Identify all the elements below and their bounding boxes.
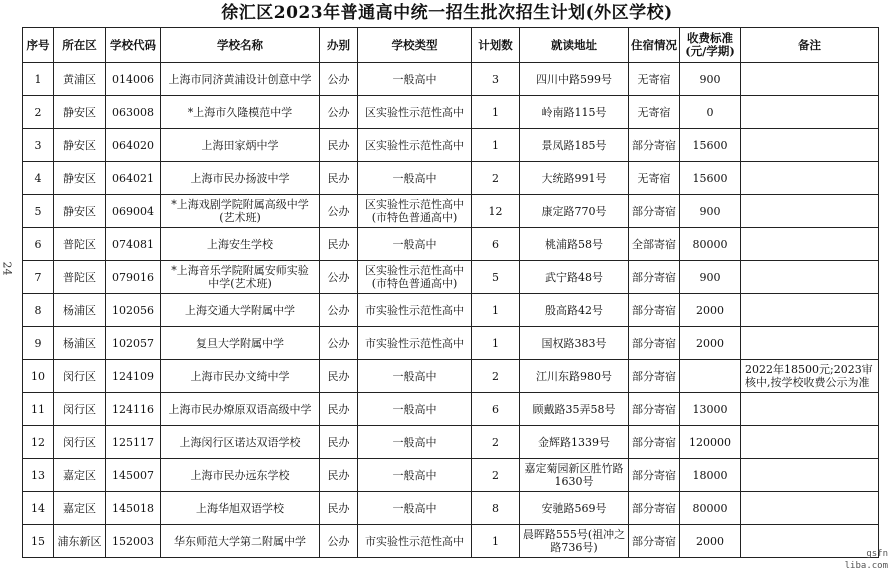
cell-address: 景凤路185号 (520, 129, 629, 162)
cell-address: 岭南路115号 (520, 96, 629, 129)
cell-boarding: 无寄宿 (629, 63, 680, 96)
cell-school-code: 064021 (106, 162, 161, 195)
cell-district: 静安区 (54, 129, 106, 162)
header-school-name: 学校名称 (161, 28, 320, 63)
cell-school-type: 市实验性示范性高中 (358, 327, 472, 360)
table-row (23, 459, 879, 492)
cell-school-type: 一般高中 (358, 162, 472, 195)
cell-remarks (741, 162, 879, 195)
header-ownership: 办别 (320, 28, 358, 63)
cell-boarding: 部分寄宿 (629, 327, 680, 360)
cell-address: 武宁路48号 (520, 261, 629, 294)
cell-address: 国权路383号 (520, 327, 629, 360)
cell-address: 大统路991号 (520, 162, 629, 195)
cell-boarding: 部分寄宿 (629, 294, 680, 327)
table-row (23, 492, 879, 525)
table-row (23, 162, 879, 195)
cell-seq: 14 (23, 492, 54, 525)
cell-school-type: 区实验性示范性高中 (市特色普通高中) (358, 195, 472, 228)
header-plan-count: 计划数 (472, 28, 520, 63)
cell-school-type: 一般高中 (358, 228, 472, 261)
cell-seq: 6 (23, 228, 54, 261)
page-title: 徐汇区2023年普通高中统一招生批次招生计划(外区学校) (221, 3, 673, 23)
cell-school-name: 上海田家炳中学 (161, 129, 320, 162)
header-boarding: 住宿情况 (629, 28, 680, 63)
header-school-type: 学校类型 (358, 28, 472, 63)
cell-fee: 15600 (680, 129, 741, 162)
cell-school-code: 064020 (106, 129, 161, 162)
cell-remarks (741, 492, 879, 525)
cell-address: 殷高路42号 (520, 294, 629, 327)
cell-school-type: 一般高中 (358, 426, 472, 459)
cell-address: 顾戴路35弄58号 (520, 393, 629, 426)
header-address: 就读地址 (520, 28, 629, 63)
table-header-row (23, 28, 879, 63)
table-row (23, 195, 879, 228)
header-fee: 收费标准 (元/学期) (680, 28, 741, 63)
cell-boarding: 部分寄宿 (629, 129, 680, 162)
cell-seq: 7 (23, 261, 54, 294)
cell-ownership: 公办 (320, 294, 358, 327)
cell-school-name: 复旦大学附属中学 (161, 327, 320, 360)
cell-remarks (741, 294, 879, 327)
cell-boarding: 全部寄宿 (629, 228, 680, 261)
cell-plan-count: 1 (472, 525, 520, 558)
cell-address: 安驰路569号 (520, 492, 629, 525)
cell-remarks (741, 63, 879, 96)
cell-remarks (741, 228, 879, 261)
cell-school-code: 102056 (106, 294, 161, 327)
cell-plan-count: 1 (472, 96, 520, 129)
cell-boarding: 部分寄宿 (629, 492, 680, 525)
cell-address: 康定路770号 (520, 195, 629, 228)
cell-remarks (741, 129, 879, 162)
cell-plan-count: 1 (472, 129, 520, 162)
cell-school-type: 市实验性示范性高中 (358, 294, 472, 327)
cell-school-code: 125117 (106, 426, 161, 459)
cell-fee: 80000 (680, 228, 741, 261)
cell-plan-count: 2 (472, 360, 520, 393)
cell-school-name: 上海市民办燎原双语高级中学 (161, 393, 320, 426)
cell-fee (680, 360, 741, 393)
cell-fee: 120000 (680, 426, 741, 459)
cell-plan-count: 3 (472, 63, 520, 96)
table-row (23, 393, 879, 426)
cell-district: 杨浦区 (54, 294, 106, 327)
cell-fee: 900 (680, 261, 741, 294)
cell-district: 闵行区 (54, 393, 106, 426)
cell-seq: 8 (23, 294, 54, 327)
cell-seq: 11 (23, 393, 54, 426)
cell-district: 闵行区 (54, 426, 106, 459)
table-row (23, 96, 879, 129)
cell-seq: 13 (23, 459, 54, 492)
cell-ownership: 民办 (320, 162, 358, 195)
cell-remarks (741, 393, 879, 426)
cell-seq: 5 (23, 195, 54, 228)
table-row (23, 426, 879, 459)
cell-remarks (741, 327, 879, 360)
header-school-code: 学校代码 (106, 28, 161, 63)
cell-school-type: 一般高中 (358, 459, 472, 492)
watermark: gsfn liba.com (844, 549, 888, 571)
cell-school-name: 上海市同济黄浦设计创意中学 (161, 63, 320, 96)
cell-seq: 15 (23, 525, 54, 558)
cell-ownership: 公办 (320, 327, 358, 360)
cell-address: 江川东路980号 (520, 360, 629, 393)
cell-school-name: 上海华旭双语学校 (161, 492, 320, 525)
cell-school-name: 上海交通大学附属中学 (161, 294, 320, 327)
cell-school-name: 上海闵行区诺达双语学校 (161, 426, 320, 459)
cell-address: 晨晖路555号(祖冲之 路736号) (520, 525, 629, 558)
table-row (23, 294, 879, 327)
cell-district: 静安区 (54, 162, 106, 195)
cell-plan-count: 6 (472, 393, 520, 426)
cell-ownership: 公办 (320, 195, 358, 228)
cell-district: 嘉定区 (54, 459, 106, 492)
cell-seq: 1 (23, 63, 54, 96)
enrollment-plan-table (22, 27, 879, 558)
cell-boarding: 部分寄宿 (629, 360, 680, 393)
cell-ownership: 民办 (320, 492, 358, 525)
cell-plan-count: 8 (472, 492, 520, 525)
cell-address: 四川中路599号 (520, 63, 629, 96)
cell-address: 桃浦路58号 (520, 228, 629, 261)
page-number: 24 (0, 261, 14, 276)
cell-school-code: 145018 (106, 492, 161, 525)
cell-ownership: 民办 (320, 228, 358, 261)
cell-address: 嘉定菊园新区胜竹路 1630号 (520, 459, 629, 492)
cell-ownership: 民办 (320, 459, 358, 492)
cell-plan-count: 6 (472, 228, 520, 261)
cell-school-name: *上海戏剧学院附属高级中学 (艺术班) (161, 195, 320, 228)
cell-plan-count: 12 (472, 195, 520, 228)
cell-school-type: 区实验性示范性高中 (358, 129, 472, 162)
cell-ownership: 公办 (320, 261, 358, 294)
cell-school-name: 华东师范大学第二附属中学 (161, 525, 320, 558)
cell-seq: 10 (23, 360, 54, 393)
cell-plan-count: 2 (472, 162, 520, 195)
cell-remarks (741, 426, 879, 459)
cell-address: 金辉路1339号 (520, 426, 629, 459)
cell-school-code: 102057 (106, 327, 161, 360)
cell-fee: 900 (680, 195, 741, 228)
cell-ownership: 民办 (320, 360, 358, 393)
header-seq: 序号 (23, 28, 54, 63)
cell-district: 普陀区 (54, 228, 106, 261)
cell-school-type: 一般高中 (358, 393, 472, 426)
cell-district: 浦东新区 (54, 525, 106, 558)
cell-fee: 900 (680, 63, 741, 96)
cell-fee: 13000 (680, 393, 741, 426)
cell-school-name: 上海市民办文绮中学 (161, 360, 320, 393)
cell-fee: 2000 (680, 327, 741, 360)
cell-boarding: 部分寄宿 (629, 393, 680, 426)
cell-fee: 2000 (680, 294, 741, 327)
cell-school-code: 079016 (106, 261, 161, 294)
cell-district: 闵行区 (54, 360, 106, 393)
cell-ownership: 公办 (320, 63, 358, 96)
cell-boarding: 无寄宿 (629, 162, 680, 195)
header-remarks: 备注 (741, 28, 879, 63)
cell-boarding: 部分寄宿 (629, 525, 680, 558)
cell-fee: 80000 (680, 492, 741, 525)
cell-ownership: 公办 (320, 525, 358, 558)
cell-fee: 18000 (680, 459, 741, 492)
cell-remarks (741, 459, 879, 492)
cell-school-name: *上海音乐学院附属安师实验 中学(艺术班) (161, 261, 320, 294)
cell-ownership: 民办 (320, 129, 358, 162)
cell-school-code: 063008 (106, 96, 161, 129)
cell-school-type: 区实验性示范性高中 (市特色普通高中) (358, 261, 472, 294)
cell-seq: 4 (23, 162, 54, 195)
cell-school-type: 市实验性示范性高中 (358, 525, 472, 558)
cell-seq: 2 (23, 96, 54, 129)
cell-ownership: 民办 (320, 426, 358, 459)
cell-plan-count: 2 (472, 459, 520, 492)
table-row (23, 327, 879, 360)
cell-fee: 2000 (680, 525, 741, 558)
table-row (23, 63, 879, 96)
cell-school-name: 上海市民办扬波中学 (161, 162, 320, 195)
cell-school-code: 152003 (106, 525, 161, 558)
cell-ownership: 公办 (320, 96, 358, 129)
cell-plan-count: 1 (472, 327, 520, 360)
cell-boarding: 部分寄宿 (629, 195, 680, 228)
cell-district: 静安区 (54, 195, 106, 228)
cell-school-name: 上海市民办远东学校 (161, 459, 320, 492)
cell-district: 静安区 (54, 96, 106, 129)
table-row (23, 261, 879, 294)
cell-remarks (741, 261, 879, 294)
cell-seq: 3 (23, 129, 54, 162)
cell-school-type: 区实验性示范性高中 (358, 96, 472, 129)
table-row (23, 129, 879, 162)
cell-district: 杨浦区 (54, 327, 106, 360)
cell-boarding: 部分寄宿 (629, 459, 680, 492)
cell-school-name: 上海安生学校 (161, 228, 320, 261)
cell-boarding: 部分寄宿 (629, 261, 680, 294)
cell-school-code: 145007 (106, 459, 161, 492)
cell-boarding: 无寄宿 (629, 96, 680, 129)
table-row (23, 360, 879, 393)
cell-boarding: 部分寄宿 (629, 426, 680, 459)
cell-district: 普陀区 (54, 261, 106, 294)
cell-school-code: 014006 (106, 63, 161, 96)
cell-school-name: *上海市久隆模范中学 (161, 96, 320, 129)
cell-ownership: 民办 (320, 393, 358, 426)
cell-school-code: 124116 (106, 393, 161, 426)
cell-plan-count: 5 (472, 261, 520, 294)
cell-school-code: 069004 (106, 195, 161, 228)
table-row (23, 525, 879, 558)
cell-seq: 12 (23, 426, 54, 459)
cell-school-type: 一般高中 (358, 63, 472, 96)
cell-district: 嘉定区 (54, 492, 106, 525)
cell-fee: 15600 (680, 162, 741, 195)
cell-remarks (741, 195, 879, 228)
cell-district: 黄浦区 (54, 63, 106, 96)
header-district: 所在区 (54, 28, 106, 63)
cell-seq: 9 (23, 327, 54, 360)
cell-school-type: 一般高中 (358, 492, 472, 525)
cell-plan-count: 2 (472, 426, 520, 459)
cell-remarks: 2022年18500元;2023审核中,按学校收费公示为准 (741, 360, 879, 393)
table-row (23, 228, 879, 261)
cell-school-type: 一般高中 (358, 360, 472, 393)
cell-remarks (741, 96, 879, 129)
cell-plan-count: 1 (472, 294, 520, 327)
cell-fee: 0 (680, 96, 741, 129)
cell-school-code: 124109 (106, 360, 161, 393)
cell-school-code: 074081 (106, 228, 161, 261)
